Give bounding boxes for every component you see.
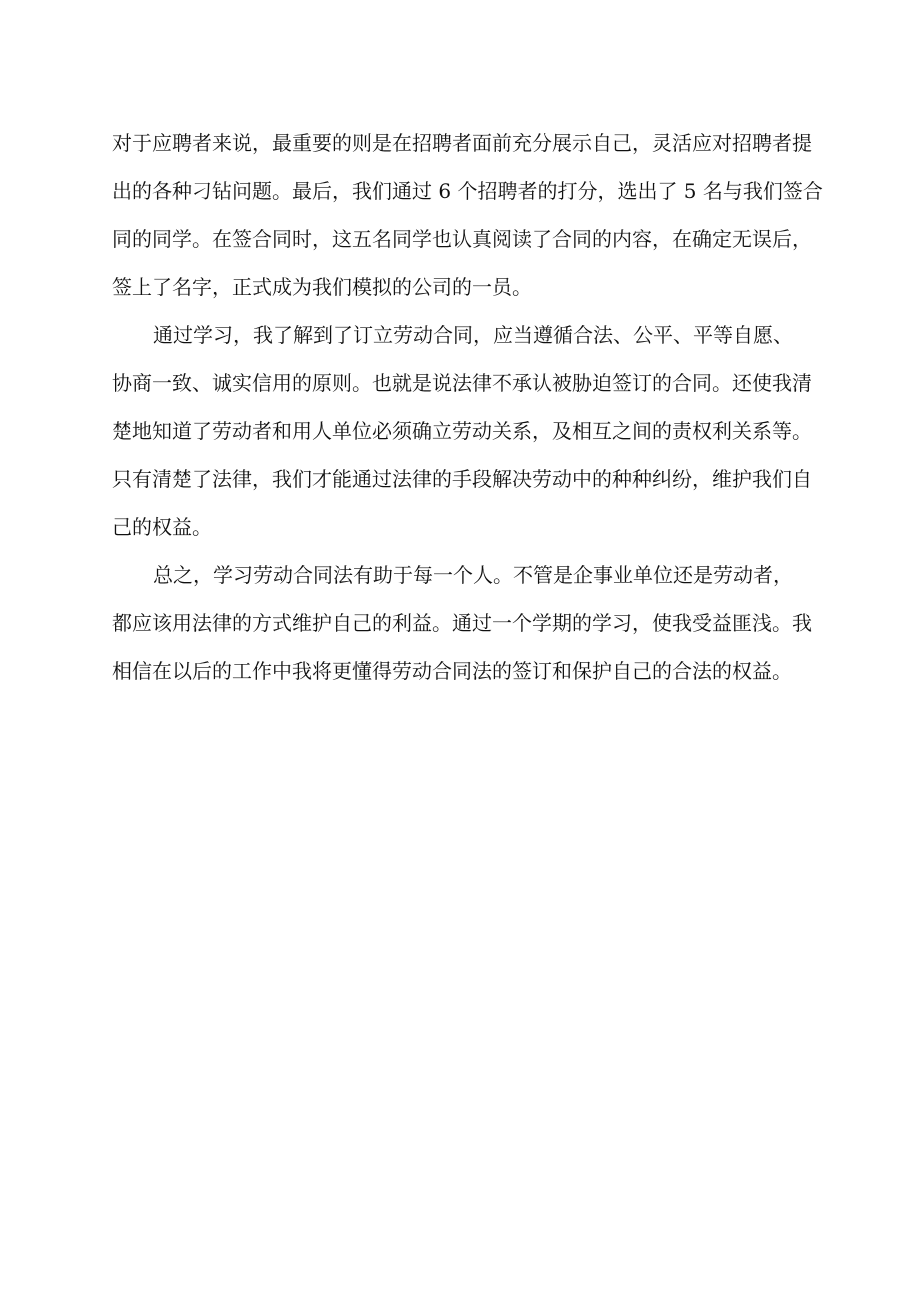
- paragraph-line: 通过学习，我了解到了订立劳动合同，应当遵循合法、公平、平等自愿、: [153, 323, 793, 347]
- paragraph-line: 协商一致、诚实信用的原则。也就是说法律不承认被胁迫签订的合同。还使我清: [112, 371, 812, 395]
- paragraph-line: 出的各种刁钻问题。最后，我们通过 6 个招聘者的打分，选出了 5 名与我们签合: [112, 179, 823, 203]
- paragraph-line: 签上了名字，正式成为我们模拟的公司的一员。: [112, 275, 532, 299]
- paragraph-line: 相信在以后的工作中我将更懂得劳动合同法的签订和保护自己的合法的权益。: [112, 659, 792, 683]
- paragraph-line: 总之，学习劳动合同法有助于每一个人。不管是企事业单位还是劳动者，: [153, 563, 793, 587]
- paragraph-line: 只有清楚了法律，我们才能通过法律的手段解决劳动中的种种纠纷，维护我们自: [112, 467, 812, 491]
- document-body: [112, 119, 823, 695]
- paragraph-line: 都应该用法律的方式维护自己的利益。通过一个学期的学习，使我受益匪浅。我: [112, 611, 812, 635]
- paragraph-1: [112, 119, 823, 311]
- paragraph-line: 楚地知道了劳动者和用人单位必须确立劳动关系，及相互之间的责权利关系等。: [112, 419, 812, 443]
- paragraph-line: 己的权益。: [112, 515, 212, 539]
- paragraph-2: [112, 311, 812, 551]
- paragraph-line: 对于应聘者来说，最重要的则是在招聘者面前充分展示自己，灵活应对招聘者提: [112, 131, 812, 155]
- paragraph-3: [112, 551, 812, 695]
- paragraph-line: 同的同学。在签合同时，这五名同学也认真阅读了合同的内容，在确定无误后，: [112, 227, 812, 251]
